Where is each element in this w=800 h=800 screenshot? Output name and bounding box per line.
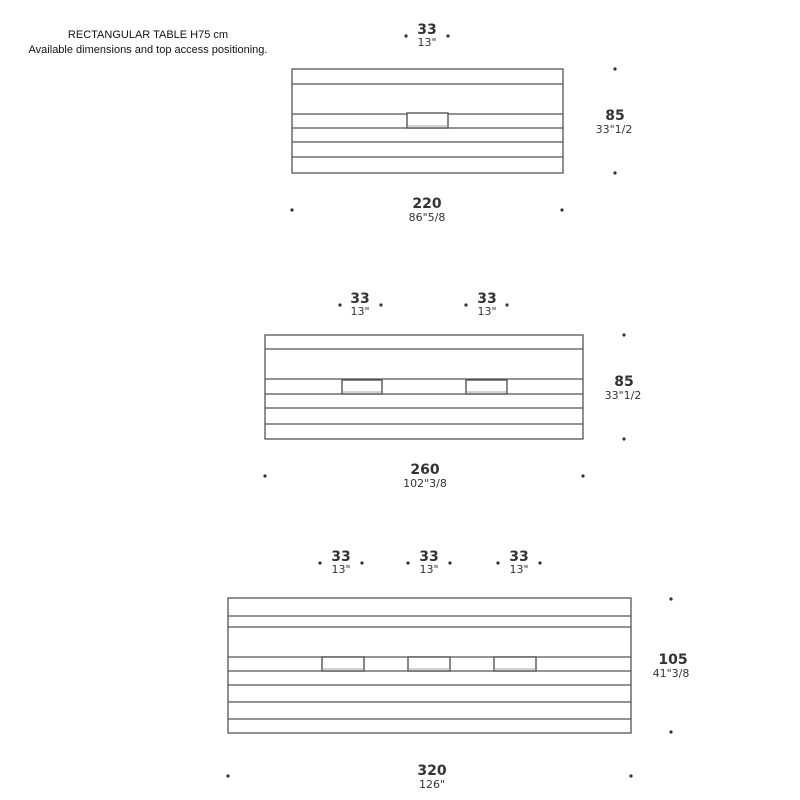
access-cm: 33 (331, 549, 351, 565)
access-inch: 13" (331, 563, 351, 576)
access-inch: 13" (477, 305, 497, 318)
access-inch: 13" (350, 305, 370, 318)
access-cm: 33 (509, 549, 529, 565)
table-top (265, 335, 583, 439)
depth-cm: 85 (605, 108, 625, 124)
width-inch: 102"3/8 (403, 477, 447, 490)
dimension-dot (406, 561, 409, 564)
dimension-dot (669, 730, 672, 733)
table-220-group (290, 22, 632, 224)
width-inch: 126" (418, 778, 446, 791)
width-dimension (290, 196, 563, 224)
dimension-dot (448, 561, 451, 564)
width-cm: 260 (410, 462, 440, 478)
access-inch: 13" (509, 563, 529, 576)
dimension-dot (263, 474, 266, 477)
dimension-dot (464, 303, 467, 306)
table-260-group (263, 291, 641, 490)
dimension-dot (581, 474, 584, 477)
dimension-dot (505, 303, 508, 306)
table-320-group (226, 549, 689, 791)
depth-inch: 33"1/2 (604, 389, 642, 402)
dimension-dot (290, 208, 293, 211)
access-dimension (404, 22, 449, 49)
width-dimension (263, 462, 584, 490)
dimension-dot (538, 561, 541, 564)
access-dimension (464, 291, 508, 318)
dimension-dot (379, 303, 382, 306)
width-inch: 86"5/8 (408, 211, 446, 224)
access-dimension (338, 291, 382, 318)
access-cm: 33 (477, 291, 497, 307)
depth-dimension (596, 67, 633, 174)
access-inch: 13" (419, 563, 439, 576)
access-dimension (406, 549, 451, 576)
dimension-dot (613, 171, 616, 174)
depth-inch: 41"3/8 (652, 667, 690, 680)
access-dimension (496, 549, 541, 576)
dimension-dot (629, 774, 632, 777)
depth-dimension (605, 333, 642, 440)
dimension-dot (560, 208, 563, 211)
dimension-dot (318, 561, 321, 564)
dimension-dot (446, 34, 449, 37)
dimension-dot (622, 333, 625, 336)
heading-title: RECTANGULAR TABLE H75 cm (67, 29, 229, 41)
table-top (228, 598, 631, 733)
access-inch: 13" (417, 36, 437, 49)
access-cm: 33 (417, 22, 437, 38)
width-cm: 220 (412, 196, 442, 212)
dimension-dot (613, 67, 616, 70)
depth-inch: 33"1/2 (595, 123, 633, 136)
width-cm: 320 (417, 763, 447, 779)
dimension-dot (669, 597, 672, 600)
depth-dimension (653, 597, 690, 733)
depth-cm: 105 (658, 652, 688, 668)
dimension-dot (404, 34, 407, 37)
dimension-dot (360, 561, 363, 564)
access-dimension (318, 549, 363, 576)
dimension-dot (622, 437, 625, 440)
heading-subtitle: Available dimensions and top access positioning. (28, 44, 268, 56)
depth-cm: 85 (614, 374, 634, 390)
access-cm: 33 (350, 291, 370, 307)
dimension-dot (338, 303, 341, 306)
width-dimension (226, 763, 632, 791)
access-cm: 33 (419, 549, 439, 565)
dimension-dot (496, 561, 499, 564)
table-top (292, 69, 563, 173)
dimension-dot (226, 774, 229, 777)
